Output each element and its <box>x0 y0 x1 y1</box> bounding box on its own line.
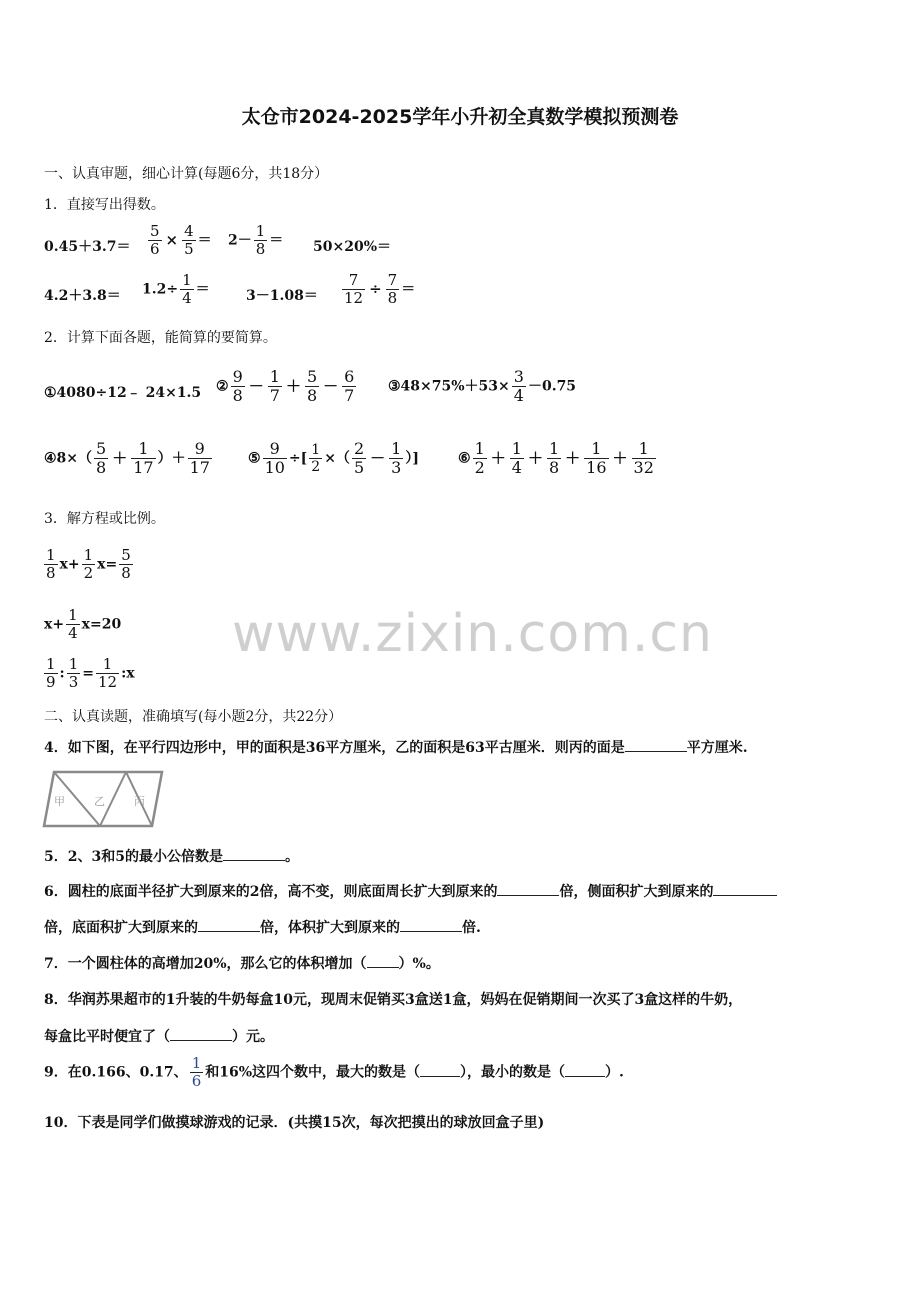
q2-e3: ③48×75%＋53× $\frac{3}{4}$ －0.75 <box>388 367 577 405</box>
q9: 9．在0.166、0.17、 $\frac{1}{6}$ 和16%这四个数中，最大的数是（ ），最小的数是（ ）. <box>44 1054 624 1090</box>
q2-stem: 2．计算下面各题，能简算的要简算。 <box>44 330 277 346</box>
q2-e4: ④8×（ $\frac{5}{8}$ ＋ $\frac{1}{17}$ ）＋ $\frac{9}{17}$ <box>44 439 210 477</box>
q1-r2-a: 4.2＋3.8＝ <box>44 288 121 304</box>
q1-r1-d: 50×20%＝ <box>313 239 391 255</box>
q9-blank1[interactable] <box>420 1062 460 1077</box>
q2-e6: ⑥ $\frac{1}{2}$ ＋ $\frac{1}{4}$ ＋ $\frac{1}{8}$ ＋ $\frac{1}{16}$ ＋ $\frac{1}{32}$ <box>458 439 654 477</box>
q2-e1: ①4080÷12﹣ 24×1.5 <box>44 385 202 401</box>
q1-stem: 1．直接写出得数。 <box>44 197 165 213</box>
q7: 7．一个圆柱体的高增加20%，那么它的体积增加（ ）%。 <box>44 953 440 973</box>
q8-line1: 8．华润苏果超市的1升装的牛奶每盒10元，现周末促销买3盒送1盒，妈妈在促销期间一次买了3盒这样的牛奶， <box>44 992 743 1008</box>
q8-blank[interactable] <box>170 1026 232 1041</box>
q1-r1-b: $\frac{5}{6}$ × $\frac{4}{5}$ ＝ <box>150 222 212 258</box>
q4: 4．如下图，在平行四边形中，甲的面积是36平方厘米，乙的面积是63平古厘米．则丙的面是 平方厘米. <box>44 737 748 757</box>
q1-r1-a: 0.45＋3.7＝ <box>44 239 131 255</box>
q2-e5: ⑤ $\frac{9}{10}$ ÷[ $\frac{1}{2}$ ×（ $\frac{2}{5}$ － $\frac{1}{3}$ ）] <box>248 439 419 477</box>
q5: 5．2、3和5的最小公倍数是 。 <box>44 846 299 866</box>
q7-blank[interactable] <box>367 953 399 968</box>
q1-r2-d: $\frac{7}{12}$ ÷ $\frac{7}{8}$ ＝ <box>344 271 416 307</box>
q6-blank3[interactable] <box>198 917 260 932</box>
q6-line2: 倍，底面积扩大到原来的 倍，体积扩大到原来的 倍. <box>44 917 481 937</box>
q1-r1-c: 2－ $\frac{1}{8}$ ＝ <box>228 222 284 258</box>
label-bing: 丙 <box>134 795 145 808</box>
q1-r2-c: 3－1.08＝ <box>246 288 318 304</box>
q10: 10．下表是同学们做摸球游戏的记录．(共摸15次，每次把摸出的球放回盒子里) <box>44 1115 545 1131</box>
q3-eq1: $\frac{1}{8}$ x+ $\frac{1}{2}$ x= $\frac{5}{8}$ <box>46 546 131 582</box>
label-yi: 乙 <box>94 795 105 808</box>
q5-blank[interactable] <box>223 846 285 861</box>
q3-eq2: x+ $\frac{1}{4}$ x=20 <box>44 606 122 642</box>
section2-heading: 二、认真读题，准确填写(每小题2分，共22分） <box>44 709 343 725</box>
q1-r2-b: 1.2÷ $\frac{1}{4}$ ＝ <box>142 271 210 307</box>
q6-blank4[interactable] <box>400 917 462 932</box>
section1-heading: 一、认真审题，细心计算(每题6分，共18分） <box>44 166 329 182</box>
parallelogram-figure <box>42 768 164 830</box>
q9-blank2[interactable] <box>565 1062 605 1077</box>
page-title: 太仓市2024-2025学年小升初全真数学模拟预测卷 <box>241 106 679 128</box>
q4-blank[interactable] <box>625 737 687 752</box>
q3-stem: 3．解方程或比例。 <box>44 511 165 527</box>
q6-line1: 6．圆柱的底面半径扩大到原来的2倍，高不变，则底面周长扩大到原来的 倍，侧面积扩大到原来的 <box>44 881 777 901</box>
q3-eq3: $\frac{1}{9}$ : $\frac{1}{3}$ = $\frac{1}{12}$ :x <box>46 655 135 691</box>
label-jia: 甲 <box>54 795 65 808</box>
q6-blank1[interactable] <box>497 881 559 896</box>
q2-e2: ② $\frac{9}{8}$ － $\frac{1}{7}$ ＋ $\frac{5}{8}$ － $\frac{6}{7}$ <box>216 367 355 405</box>
q8-line2: 每盒比平时便宜了（ ）元。 <box>44 1026 274 1046</box>
q6-blank2[interactable] <box>713 881 777 896</box>
watermark: www.zixin.com.cn <box>232 604 713 664</box>
